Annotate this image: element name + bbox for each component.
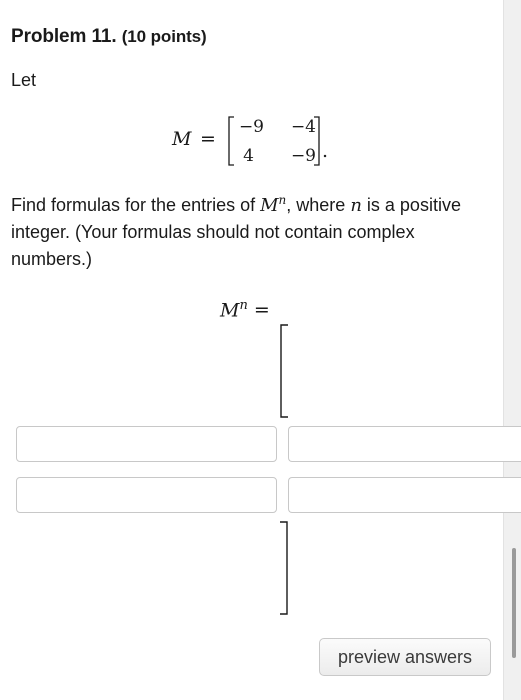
vertical-scrollbar[interactable] bbox=[512, 548, 516, 658]
question-variable: n bbox=[350, 195, 362, 216]
problem-points: (10 points) bbox=[121, 27, 207, 46]
answer-entry-21-input[interactable] bbox=[16, 477, 277, 513]
answer-left-bracket-top bbox=[276, 323, 292, 419]
matrix-entry-22: −9 bbox=[290, 146, 316, 166]
answer-exponent: n bbox=[239, 298, 248, 313]
answer-matrix-symbol: M bbox=[220, 299, 240, 322]
question-part-3: is a positive integer. (Your formulas should not contain complex numbers.) bbox=[11, 195, 461, 269]
matrix-symbol: M bbox=[172, 128, 192, 150]
answer-entry-22-input[interactable] bbox=[288, 477, 521, 513]
matrix-equals: = bbox=[200, 128, 216, 150]
problem-number: Problem 11. bbox=[11, 26, 117, 47]
matrix-period: . bbox=[322, 140, 329, 162]
question-part-2: , where bbox=[286, 195, 351, 215]
matrix-entry-12: −4 bbox=[290, 117, 316, 137]
matrix-entry-11: −9 bbox=[238, 117, 264, 137]
answer-entry-11-input[interactable] bbox=[16, 426, 277, 462]
problem-title bbox=[11, 26, 207, 48]
answer-right-bracket-bottom bbox=[276, 520, 292, 616]
preview-answers-button[interactable]: preview answers bbox=[319, 638, 491, 676]
matrix-entry-21: 4 bbox=[243, 146, 254, 166]
answer-equals: = bbox=[253, 299, 270, 322]
question-matrix-symbol: M bbox=[260, 195, 279, 216]
answer-label bbox=[220, 298, 270, 321]
answer-entry-12-input[interactable] bbox=[288, 426, 521, 462]
intro-text: Let bbox=[11, 70, 37, 90]
question-text bbox=[11, 192, 496, 273]
question-part-1: Find formulas for the entries of bbox=[11, 195, 261, 215]
question-exponent: n bbox=[278, 193, 287, 207]
